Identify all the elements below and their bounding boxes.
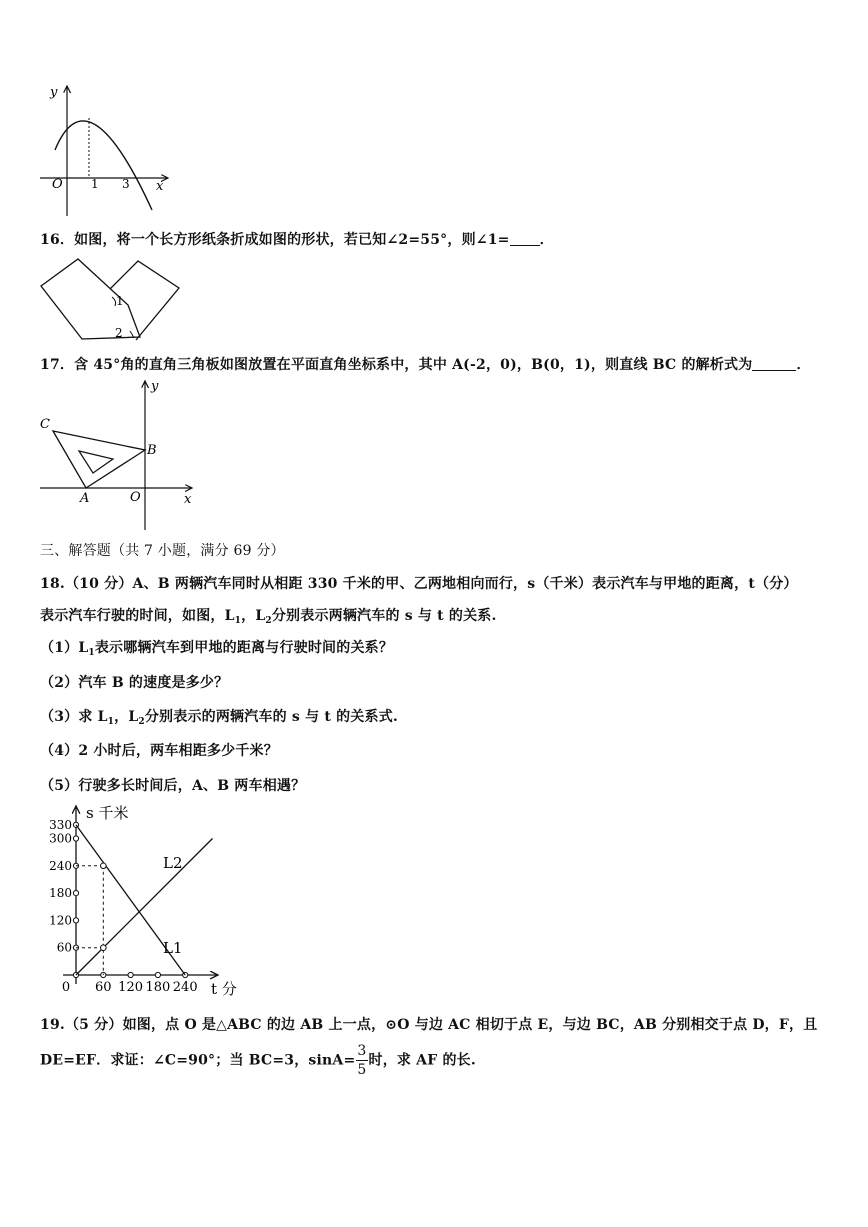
x-tick-label: 60	[95, 980, 112, 995]
subscript-1: 1	[234, 616, 242, 626]
q18-line2-c: 分别表示两辆汽车的 s 与 t 的关系.	[271, 608, 497, 624]
q18-p3-b: ，L	[114, 709, 139, 725]
left-strip	[41, 259, 140, 339]
y-tick-label: 240	[49, 858, 72, 873]
y-tick-label: 120	[49, 913, 72, 928]
y-axis-label: s 千米	[86, 804, 129, 822]
y-tick-mark	[73, 891, 78, 896]
angle-2-label: 2	[115, 326, 123, 340]
point-b-label: B	[147, 443, 157, 458]
section-heading-text: 三、解答题（共 7 小题，满分 69 分）	[40, 543, 285, 559]
question-18-part3	[40, 706, 398, 727]
y-tick-label: 300	[49, 831, 72, 846]
question-19-text: 19.（5 分）如图，点 O 是△ABC 的边 AB 上一点，⊙O 与边 AC 相切于点 E，与边 BC，AB 分别相交于点 D，F，且	[40, 1017, 818, 1033]
answer-blank[interactable]	[510, 231, 540, 246]
x-tick-label: 240	[172, 980, 198, 995]
fraction-numerator: 3	[357, 1043, 367, 1059]
question-18-part2	[40, 672, 228, 692]
y-tick-label: 330	[49, 817, 72, 832]
fraction	[356, 1042, 367, 1079]
folded-strip-figure	[38, 255, 183, 345]
point-a-label: A	[80, 491, 90, 506]
subscript-2: 2	[138, 717, 145, 727]
fraction-denominator: 5	[357, 1062, 367, 1078]
y-label: y	[151, 379, 159, 394]
marked-point	[101, 863, 107, 869]
question-18-part5	[40, 775, 305, 795]
q19-line2-b: 时，求 AF 的长.	[368, 1052, 476, 1069]
origin-label: 0	[61, 980, 71, 995]
subscript-1: 1	[88, 648, 95, 658]
answer-blank[interactable]	[752, 356, 796, 371]
y-tick-label: 60	[56, 940, 72, 955]
q19-line2-a: DE=EF．求证：∠C=90°；当 BC=3，sinA=	[40, 1052, 356, 1069]
x-tick-label: 180	[145, 980, 171, 995]
subscript-2: 2	[265, 616, 272, 626]
series-label-l2: L2	[163, 854, 183, 872]
question-16-end: ．	[539, 232, 554, 248]
y-tick-label: 180	[49, 886, 72, 901]
q18-p5: （5）行驶多长时间后，A、B 两车相遇？	[40, 778, 306, 794]
question-18-line2	[40, 605, 497, 626]
question-17	[40, 354, 811, 374]
distance-time-chart	[38, 798, 253, 1003]
parabola-curve	[55, 121, 152, 210]
q18-p4: （4）2 小时后，两车相距多少千米？	[40, 743, 278, 759]
question-18-part1	[40, 637, 393, 658]
x-axis-label: t 分	[211, 980, 237, 998]
y-tick-mark	[73, 836, 78, 841]
subscript-1: 1	[107, 717, 115, 727]
q18-p1-a: （1）L	[40, 640, 89, 656]
x-label: x	[156, 179, 164, 194]
parabola-figure	[30, 80, 180, 220]
series-line-l2	[76, 839, 213, 976]
question-16-text: 16．如图，将一个长方形纸条折成如图的形状，若已知∠2=55°，则∠1=	[40, 232, 510, 248]
question-18-part4	[40, 740, 278, 760]
q18-p3-c: 分别表示的两辆汽车的 s 与 t 的关系式.	[144, 709, 398, 725]
question-19-line2	[40, 1042, 476, 1079]
tick-3: 3	[122, 177, 130, 191]
origin-label: O	[52, 177, 63, 192]
question-19-line1	[40, 1014, 817, 1034]
x-tick-mark	[155, 972, 160, 977]
question-16	[40, 229, 554, 249]
q18-p2: （2）汽车 B 的速度是多少？	[40, 675, 229, 691]
y-tick-mark	[73, 918, 78, 923]
series-label-l1: L1	[163, 939, 183, 957]
marked-point	[101, 945, 107, 951]
angle-1-label: 1	[116, 294, 124, 308]
q18-p3-a: （3）求 L	[40, 709, 108, 725]
q18-line2-a: 表示汽车行驶的时间，如图，L	[40, 608, 235, 624]
x-label: x	[184, 492, 192, 507]
q18-line2-b: ，L	[241, 608, 266, 624]
tick-1: 1	[91, 177, 99, 191]
question-17-end: ．	[796, 357, 811, 373]
x-tick-label: 120	[118, 980, 144, 995]
triangle-inner	[79, 451, 113, 473]
triangle-outer	[53, 431, 145, 488]
q18-p1-b: 表示哪辆汽车到甲地的距离与行驶时间的关系？	[94, 640, 394, 656]
section-heading	[40, 540, 285, 560]
triangle-figure	[35, 375, 200, 533]
point-c-label: C	[40, 417, 50, 432]
y-label: y	[50, 85, 58, 100]
question-17-text: 17．含 45°角的直角三角板如图放置在平面直角坐标系中，其中 A(-2，0)，B(0，1)，则直线 BC 的解析式为	[40, 357, 753, 373]
origin-label: O	[130, 490, 141, 505]
question-18-text: 18.（10 分）A、B 两辆汽车同时从相距 330 千米的甲、乙两地相向而行，s（千米）表示汽车与甲地的距离，t（分）	[40, 576, 798, 592]
question-18-line1	[40, 573, 798, 593]
x-tick-mark	[128, 972, 133, 977]
